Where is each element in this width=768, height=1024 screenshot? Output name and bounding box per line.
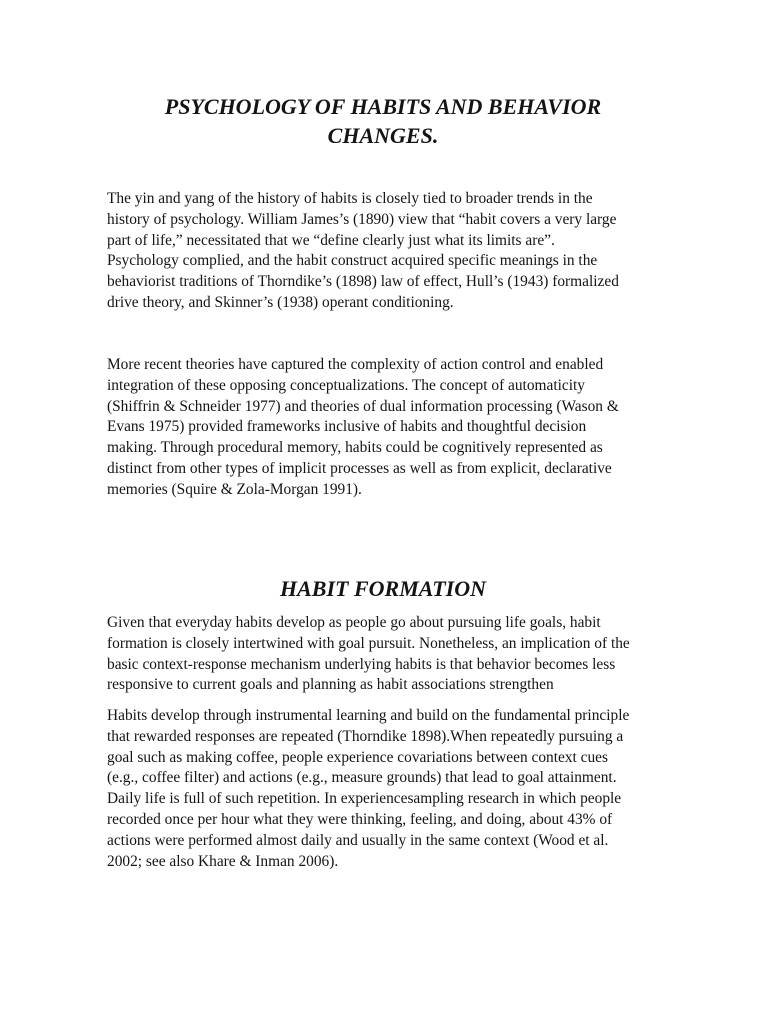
text-line: history of psychology. William James’s (1890) view that “habit covers a very large [107,210,617,228]
title-line: PSYCHOLOGY OF HABITS AND BEHAVIOR [164,94,602,119]
paragraph-habit-formation-intro [107,613,663,696]
document-title [107,92,659,150]
text-line: behaviorist traditions of Thorndike’s (1898) law of effect, Hull’s (1943) formalized [107,273,619,291]
text-line: recorded once per hour what they were thinking, feeling, and doing, about 43% of [107,810,613,828]
text-line: memories (Squire & Zola-Morgan 1991). [107,480,362,498]
text-line: Daily life is full of such repetition. In experiencesampling research in which people [107,790,622,808]
section-heading: HABIT FORMATION [280,576,486,601]
text-line: Habits develop through instrumental learning and build on the fundamental principle [107,707,630,724]
text-line: making. Through procedural memory, habits could be cognitively represented as [107,439,603,457]
text-line: More recent theories have captured the complexity of action control and enabled [107,356,604,373]
text-line: integration of these opposing conceptualizations. The concept of automaticity [107,376,585,394]
text-line: actions were performed almost daily and usually in the same context (Wood et al. [107,831,609,849]
text-line: formation is closely intertwined with goal pursuit. Nonetheless, an implication of the [107,634,630,652]
text-line: The yin and yang of the history of habits is closely tied to broader trends in the [107,190,593,207]
text-line: part of life,” necessitated that we “define clearly just what its limits are”. [107,231,555,249]
text-line: drive theory, and Skinner’s (1938) operant conditioning. [107,293,454,311]
text-line: Psychology complied, and the habit construct acquired specific meanings in the [107,252,598,270]
text-line: that rewarded responses are repeated (Thorndike 1898).When repeatedly pursuing a [107,727,624,745]
text-line: distinct from other types of implicit processes as well as from explicit, declarative [107,459,612,477]
text-line: goal such as making coffee, people experience covariations between context cues [107,748,608,766]
text-line: Evans 1975) provided frameworks inclusive of habits and thoughtful decision [107,418,587,436]
text-line: responsive to current goals and planning as habit associations strengthen [107,676,554,694]
text-line: basic context-response mechanism underlying habits is that behavior becomes less [107,655,616,673]
paragraph-history-of-habits [107,189,663,314]
text-line: 2002; see also Khare & Inman 2006). [107,852,339,870]
title-line: CHANGES. [327,123,439,148]
text-line: Given that everyday habits develop as people go about pursuing life goals, habit [107,614,601,631]
paragraph-instrumental-learning [107,706,663,872]
text-line: (Shiffrin & Schneider 1977) and theories of dual information processing (Wason & [107,397,619,415]
paragraph-recent-theories [107,355,663,501]
text-line: (e.g., coffee filter) and actions (e.g., measure grounds) that lead to goal attainment. [107,769,617,787]
